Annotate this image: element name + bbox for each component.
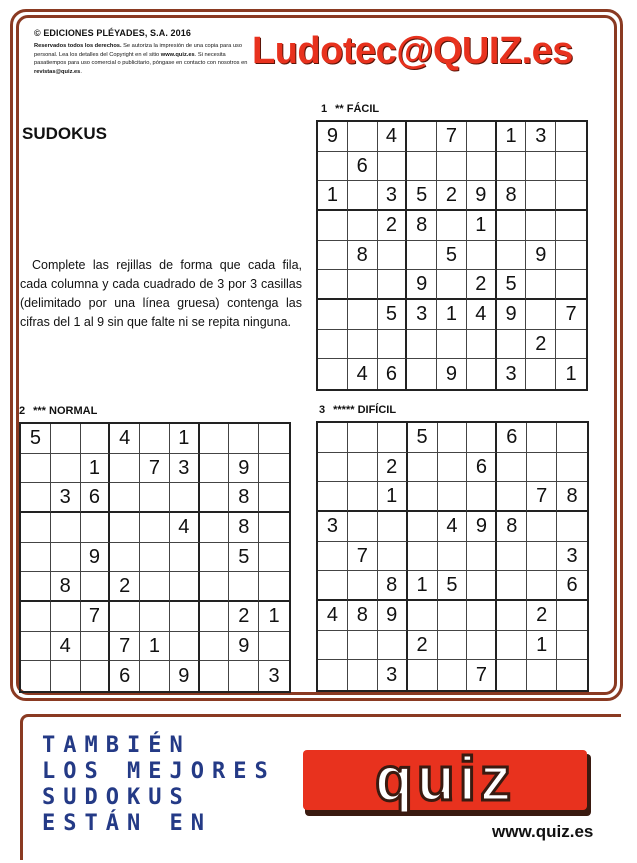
sudoku-cell: 9: [437, 359, 467, 389]
sudoku-cell: [378, 512, 408, 542]
sudoku-cell: 5: [21, 424, 51, 454]
sudoku-cell: [467, 152, 497, 182]
sudoku-cell: [497, 631, 527, 661]
sudoku-cell: [51, 602, 81, 632]
sudoku-cell: 1: [170, 424, 200, 454]
sudoku-cell: 2: [408, 631, 438, 661]
sudoku-cell: [467, 601, 497, 631]
sudoku-cell: [200, 513, 230, 543]
copyright-body: [34, 42, 249, 76]
sudoku-cell: [556, 211, 586, 241]
sudoku-cell: [407, 152, 437, 182]
sudoku-cell: 4: [51, 632, 81, 662]
sudoku-cell: [348, 423, 378, 453]
sudoku-cell: 2: [110, 572, 140, 602]
sudoku-cell: [467, 423, 497, 453]
sudoku-cell: [318, 211, 348, 241]
sudoku-cell: 1: [408, 571, 438, 601]
sudoku-cell: [140, 513, 170, 543]
sudoku-cell: [200, 454, 230, 484]
sudoku-cell: [527, 571, 557, 601]
sudoku-cell: 4: [438, 512, 468, 542]
sudoku-cell: [51, 543, 81, 573]
sudoku-cell: 5: [408, 423, 438, 453]
sudoku-cell: 5: [497, 270, 527, 300]
sudoku-cell: [110, 602, 140, 632]
sudoku-cell: [140, 543, 170, 573]
sudoku-cell: [556, 241, 586, 271]
sudoku-cell: [81, 661, 111, 691]
sudoku-cell: [51, 513, 81, 543]
sudoku-cell: [259, 632, 289, 662]
sudoku-cell: [140, 661, 170, 691]
sudoku-cell: [438, 482, 468, 512]
sudoku-cell: [467, 631, 497, 661]
sudoku-cell: [467, 330, 497, 360]
sudoku-grid-easy: [316, 120, 588, 391]
puzzle-3-label: [319, 404, 396, 416]
puzzle-difficulty: *** NORMAL: [33, 405, 98, 417]
sudoku-cell: [51, 454, 81, 484]
sudoku-cell: [527, 542, 557, 572]
sudoku-cell: 4: [378, 122, 408, 152]
sudoku-cell: 6: [348, 152, 378, 182]
brand-title: Ludotec@QUIZ.es: [252, 30, 573, 72]
sudoku-cell: 7: [437, 122, 467, 152]
sudoku-cell: 4: [467, 300, 497, 330]
sudoku-cell: 7: [348, 542, 378, 572]
sudoku-cell: [259, 572, 289, 602]
sudoku-cell: 1: [140, 632, 170, 662]
sudoku-cell: [140, 483, 170, 513]
sudoku-cell: [318, 542, 348, 572]
sudoku-cell: [557, 453, 587, 483]
sudoku-cell: [556, 270, 586, 300]
sudoku-cell: [467, 241, 497, 271]
sudoku-cell: [318, 482, 348, 512]
sudoku-cell: [348, 270, 378, 300]
logo-wordmark: quiz: [375, 750, 515, 814]
sudoku-cell: 1: [497, 122, 527, 152]
sudoku-cell: [348, 211, 378, 241]
sudoku-cell: [110, 513, 140, 543]
sudoku-cell: [526, 211, 556, 241]
sudoku-cell: 2: [229, 602, 259, 632]
sudoku-cell: 8: [348, 601, 378, 631]
sudoku-cell: 4: [348, 359, 378, 389]
page-title: SUDOKUS: [22, 124, 108, 143]
sudoku-cell: 3: [378, 660, 408, 690]
sudoku-cell: [259, 513, 289, 543]
sudoku-cell: [348, 571, 378, 601]
sudoku-cell: [21, 543, 51, 573]
sudoku-cell: [556, 330, 586, 360]
puzzle-2-label: [19, 405, 97, 417]
sudoku-cell: [81, 424, 111, 454]
sudoku-cell: [497, 542, 527, 572]
sudoku-cell: 7: [81, 602, 111, 632]
quiz-logo: [303, 750, 593, 820]
copyright-text-3: .: [80, 68, 82, 75]
sudoku-cell: 1: [437, 300, 467, 330]
sudoku-cell: 5: [407, 181, 437, 211]
sudoku-cell: 9: [81, 543, 111, 573]
sudoku-cell: [408, 482, 438, 512]
sudoku-cell: 6: [467, 453, 497, 483]
sudoku-cell: [378, 270, 408, 300]
sudoku-cell: [81, 513, 111, 543]
sudoku-cell: 3: [378, 181, 408, 211]
sudoku-cell: [140, 424, 170, 454]
copyright-block: [34, 28, 249, 76]
sudoku-cell: [437, 211, 467, 241]
sudoku-cell: 9: [526, 241, 556, 271]
sudoku-cell: [467, 542, 497, 572]
sudoku-cell: 2: [378, 211, 408, 241]
sudoku-cell: 8: [51, 572, 81, 602]
sudoku-cell: [378, 330, 408, 360]
sudoku-cell: 8: [497, 512, 527, 542]
sudoku-cell: [497, 601, 527, 631]
sudoku-cell: [259, 483, 289, 513]
sudoku-cell: [467, 571, 497, 601]
sudoku-cell: [259, 424, 289, 454]
sudoku-cell: [348, 512, 378, 542]
sudoku-cell: 2: [527, 601, 557, 631]
sudoku-cell: 3: [170, 454, 200, 484]
sudoku-cell: [438, 631, 468, 661]
sudoku-cell: [467, 482, 497, 512]
sudoku-cell: [348, 482, 378, 512]
sudoku-cell: [348, 453, 378, 483]
sudoku-cell: 4: [110, 424, 140, 454]
sudoku-cell: [438, 601, 468, 631]
sudoku-cell: 7: [467, 660, 497, 690]
sudoku-cell: [140, 572, 170, 602]
sudoku-cell: [497, 152, 527, 182]
sudoku-cell: 8: [557, 482, 587, 512]
sudoku-cell: [526, 359, 556, 389]
copyright-text-1: Se autoriza la impresión de una copia para uso personal. Lea los detalles del Copyright en el sitio: [34, 43, 243, 58]
sudoku-cell: 3: [318, 512, 348, 542]
sudoku-cell: [259, 454, 289, 484]
sudoku-cell: [497, 241, 527, 271]
puzzle-difficulty: ***** DIFÍCIL: [333, 404, 397, 416]
sudoku-cell: [170, 543, 200, 573]
quiz-url: www.quiz.es: [492, 822, 594, 841]
sudoku-cell: [21, 572, 51, 602]
sudoku-cell: [407, 359, 437, 389]
sudoku-cell: 9: [229, 632, 259, 662]
sudoku-cell: [408, 512, 438, 542]
sudoku-cell: 6: [497, 423, 527, 453]
sudoku-cell: [378, 241, 408, 271]
sudoku-cell: [200, 543, 230, 573]
sudoku-cell: [497, 453, 527, 483]
sudoku-cell: [348, 300, 378, 330]
sudoku-cell: [438, 423, 468, 453]
sudoku-cell: [527, 423, 557, 453]
sudoku-cell: [407, 241, 437, 271]
sudoku-cell: [467, 122, 497, 152]
sudoku-cell: 7: [527, 482, 557, 512]
sudoku-cell: 8: [378, 571, 408, 601]
promo-line-3: SUDOKUS: [42, 785, 191, 810]
instructions-text: Complete las rejillas de forma que cada fila, cada columna y cada cuadrado de 3 por 3 casillas (delimitado por una línea gruesa) contenga las cifras del 1 al 9 sin que falte ni se repita ninguna.: [20, 258, 302, 329]
sudoku-cell: [408, 660, 438, 690]
sudoku-cell: [467, 359, 497, 389]
sudoku-cell: 9: [170, 661, 200, 691]
sudoku-cell: [200, 572, 230, 602]
sudoku-cell: [408, 453, 438, 483]
promo-line-4: ESTÁN EN: [42, 811, 212, 836]
puzzle-number: 2: [19, 405, 26, 417]
sudoku-cell: [318, 423, 348, 453]
sudoku-cell: [318, 300, 348, 330]
sudoku-cell: 6: [81, 483, 111, 513]
sudoku-cell: [110, 454, 140, 484]
sudoku-cell: 1: [565, 363, 577, 386]
sudoku-cell: 9: [497, 300, 527, 330]
sudoku-cell: 9: [467, 512, 497, 542]
sudoku-cell: 1: [467, 211, 497, 241]
sudoku-cell: [200, 602, 230, 632]
sudoku-cell: 4: [170, 513, 200, 543]
sudoku-cell: [437, 270, 467, 300]
sudoku-cell: [438, 660, 468, 690]
sudoku-cell: [318, 241, 348, 271]
sudoku-cell: 3: [526, 122, 556, 152]
sudoku-cell: [21, 483, 51, 513]
sudoku-cell: 9: [407, 270, 437, 300]
sudoku-cell: [318, 359, 348, 389]
sudoku-cell: [200, 661, 230, 691]
sudoku-cell: [438, 453, 468, 483]
sudoku-cell: [348, 660, 378, 690]
copyright-site: www.quiz.es: [160, 51, 195, 58]
puzzle-number: 1: [321, 103, 328, 115]
sudoku-cell: [557, 601, 587, 631]
sudoku-cell: [229, 661, 259, 691]
sudoku-cell: [497, 211, 527, 241]
sudoku-cell: [170, 602, 200, 632]
sudoku-cell: [556, 181, 586, 211]
sudoku-cell: [527, 660, 557, 690]
sudoku-cell: 8: [229, 483, 259, 513]
sudoku-cell: [378, 423, 408, 453]
sudoku-cell: [81, 632, 111, 662]
puzzle-difficulty: ** FÁCIL: [335, 103, 380, 115]
sudoku-cell: [170, 632, 200, 662]
sudoku-cell: [497, 660, 527, 690]
sudoku-cell: 1: [378, 482, 408, 512]
sudoku-cell: 4: [318, 601, 348, 631]
sudoku-cell: [21, 513, 51, 543]
sudoku-cell: 3: [407, 300, 437, 330]
sudoku-cell: [170, 483, 200, 513]
promo-line-2: LOS MEJORES: [42, 759, 276, 784]
sudoku-cell: 6: [110, 661, 140, 691]
sudoku-cell: [200, 483, 230, 513]
sudoku-cell: [378, 152, 408, 182]
sudoku-cell: 9: [318, 122, 348, 152]
sudoku-cell: [527, 453, 557, 483]
sudoku-cell: [526, 152, 556, 182]
sudoku-cell: [200, 632, 230, 662]
sudoku-cell: [437, 152, 467, 182]
promo-line-1: TAMBIÉN: [42, 733, 191, 758]
sudoku-cell: 2: [467, 270, 497, 300]
sudoku-cell: 3: [268, 665, 280, 688]
sudoku-cell: 1: [527, 631, 557, 661]
sudoku-cell: 8: [497, 181, 527, 211]
sudoku-cell: [21, 454, 51, 484]
sudoku-cell: [378, 631, 408, 661]
puzzle-1-label: [321, 103, 379, 115]
sudoku-cell: 5: [437, 241, 467, 271]
sudoku-cell: [21, 632, 51, 662]
sudoku-cell: 2: [526, 330, 556, 360]
sudoku-cell: [318, 152, 348, 182]
sudoku-cell: [407, 122, 437, 152]
sudoku-cell: [348, 122, 378, 152]
sudoku-cell: [318, 631, 348, 661]
sudoku-cell: [318, 571, 348, 601]
sudoku-cell: [110, 483, 140, 513]
puzzle-number: 3: [319, 404, 326, 416]
sudoku-cell: [110, 543, 140, 573]
sudoku-cell: [526, 181, 556, 211]
sudoku-cell: 9: [229, 454, 259, 484]
sudoku-cell: [318, 453, 348, 483]
sudoku-cell: [229, 572, 259, 602]
sudoku-cell: [259, 543, 289, 573]
sudoku-cell: [497, 571, 527, 601]
sudoku-cell: 3: [51, 483, 81, 513]
sudoku-cell: [438, 542, 468, 572]
sudoku-cell: 8: [407, 211, 437, 241]
sudoku-cell: 6: [557, 571, 587, 601]
sudoku-cell: 7: [556, 300, 586, 330]
copyright-email: revistas@quiz.es: [34, 68, 81, 75]
sudoku-cell: 3: [497, 359, 527, 389]
sudoku-cell: [556, 152, 586, 182]
sudoku-cell: [408, 601, 438, 631]
sudoku-cell: 7: [110, 632, 140, 662]
sudoku-cell: [348, 330, 378, 360]
copyright-title: © EDICIONES PLÉYADES, S.A. 2016: [34, 28, 191, 38]
sudoku-grid-normal: [19, 422, 291, 693]
sudoku-cell: [81, 572, 111, 602]
sudoku-cell: [348, 631, 378, 661]
sudoku-cell: [556, 122, 586, 152]
sudoku-cell: [318, 270, 348, 300]
sudoku-grid-hard: [316, 421, 589, 692]
sudoku-cell: [200, 424, 230, 454]
sudoku-cell: 1: [318, 181, 348, 211]
sudoku-cell: 3: [557, 542, 587, 572]
sudoku-cell: 5: [378, 300, 408, 330]
sudoku-cell: 2: [378, 453, 408, 483]
sudoku-cell: 1: [259, 602, 289, 632]
sudoku-cell: [407, 330, 437, 360]
sudoku-cell: 7: [140, 454, 170, 484]
sudoku-cell: 2: [437, 181, 467, 211]
sudoku-cell: 9: [467, 181, 497, 211]
sudoku-cell: [526, 270, 556, 300]
sudoku-cell: [140, 602, 170, 632]
sudoku-cell: 5: [438, 571, 468, 601]
sudoku-cell: [526, 300, 556, 330]
sudoku-cell: 8: [229, 513, 259, 543]
copyright-text-2: . Si necesita pasatiempos para uso comercial o publicitario, póngase en contacto con nosotros en: [34, 51, 248, 66]
sudoku-cell: [557, 423, 587, 453]
sudoku-cell: [318, 660, 348, 690]
sudoku-cell: [378, 542, 408, 572]
sudoku-cell: 8: [348, 241, 378, 271]
sudoku-cell: [21, 661, 51, 691]
sudoku-cell: [170, 572, 200, 602]
sudoku-cell: [497, 482, 527, 512]
sudoku-cell: 6: [378, 359, 408, 389]
sudoku-cell: [437, 330, 467, 360]
sudoku-cell: [21, 602, 51, 632]
sudoku-cell: [348, 181, 378, 211]
copyright-rights: Reservados todos los derechos.: [34, 43, 122, 49]
sudoku-cell: [557, 512, 587, 542]
sudoku-cell: [318, 330, 348, 360]
sudoku-cell: [527, 512, 557, 542]
sudoku-cell: [51, 661, 81, 691]
sudoku-cell: 9: [378, 601, 408, 631]
sudoku-cell: [557, 660, 587, 690]
sudoku-cell: [497, 330, 527, 360]
sudoku-cell: [51, 424, 81, 454]
sudoku-cell: [557, 631, 587, 661]
sudoku-cell: 1: [81, 454, 111, 484]
sudoku-cell: [408, 542, 438, 572]
sudoku-cell: 5: [229, 543, 259, 573]
sudoku-cell: [229, 424, 259, 454]
